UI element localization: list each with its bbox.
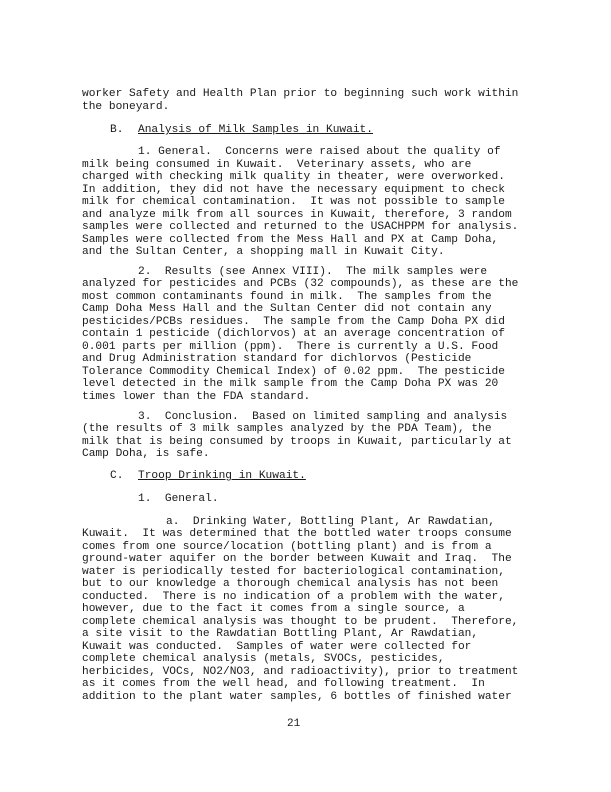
b1-line-9: and the Sultan Center, a shopping mall in Kuwait City.: [82, 246, 445, 258]
c1-heading: 1. General.: [138, 493, 219, 505]
section-b-heading: Analysis of Milk Samples in Kuwait.: [138, 124, 373, 136]
b2-line-9: Tolerance Commodity Chemical Index) of 0.02 ppm. The pesticide: [82, 366, 505, 378]
c1a-line-4: ground-water aquifer on the border between Kuwait and Iraq. The: [82, 553, 512, 565]
c1a-line-10: a site visit to the Rawdatian Bottling Plant, Ar Rawdatian,: [82, 628, 479, 640]
c1a-line-5: water is periodically tested for bacteriological contamination,: [82, 566, 505, 578]
b2-line-2: analyzed for pesticides and PCBs (32 compounds), as these are the: [82, 278, 519, 290]
b2-line-1: 2. Results (see Annex VIII). The milk samples were: [138, 266, 488, 278]
b1-line-2: milk being consumed in Kuwait. Veterinary assets, who are: [82, 159, 472, 171]
c1a-line-8: however, due to the fact it comes from a single source, a: [82, 603, 465, 615]
c1a-line-12: complete chemical analysis (metals, SVOCs, pesticides,: [82, 653, 445, 665]
c1a-line-6: but to our knowledge a thorough chemical analysis has not been: [82, 578, 499, 590]
b1-line-1: 1. General. Concerns were raised about the quality of: [138, 146, 501, 158]
b1-line-4: In addition, they did not have the necessary equipment to check: [82, 184, 505, 196]
b2-line-10: level detected in the milk sample from the Camp Doha PX was 20: [82, 378, 499, 390]
b2-line-6: contain 1 pesticide (dichlorvos) at an average concentration of: [82, 328, 505, 340]
intro-line-2: the boneyard.: [82, 101, 170, 113]
b2-line-5: pesticides/PCBs residues. The sample from the Camp Doha PX did: [82, 316, 505, 328]
c1a-line-3: comes from one source/location (bottling plant) and is from a: [82, 541, 492, 553]
b1-line-3: charged with checking milk quality in theater, were overworked.: [82, 171, 505, 183]
b3-line-4: Camp Doha, is safe.: [82, 448, 210, 460]
c1a-line-14: as it comes from the well head, and following treatment. In: [82, 678, 485, 690]
b3-line-3: milk that is being consumed by troops in Kuwait, particularly at: [82, 436, 512, 448]
c1a-line-9: complete chemical analysis was thought to be prudent. Therefore,: [82, 616, 519, 628]
c1a-line-13: herbicides, VOCs, NO2/NO3, and radioactivity), prior to treatment: [82, 666, 519, 678]
b3-line-1: 3. Conclusion. Based on limited sampling and analysis: [138, 411, 508, 423]
b2-line-11: times lower than the FDA standard.: [82, 391, 311, 403]
b2-line-4: Camp Doha Mess Hall and the Sultan Center did not contain any: [82, 303, 492, 315]
b2-line-8: and Drug Administration standard for dichlorvos (Pesticide: [82, 353, 472, 365]
c1a-line-11: Kuwait was conducted. Samples of water were collected for: [82, 641, 472, 653]
b1-line-8: Samples were collected from the Mess Hall and PX at Camp Doha,: [82, 234, 499, 246]
intro-line-1: worker Safety and Health Plan prior to beginning such work within: [82, 88, 519, 100]
c1a-line-15: addition to the plant water samples, 6 bottles of finished water: [82, 691, 512, 703]
b1-line-6: and analyze milk from all sources in Kuwait, therefore, 3 random: [82, 209, 512, 221]
page-number: 21: [287, 718, 301, 730]
b2-line-3: most common contaminants found in milk. The samples from the: [82, 291, 492, 303]
c1a-line-7: conducted. There is no indication of a problem with the water,: [82, 591, 505, 603]
b2-line-7: 0.001 parts per million (ppm). There is currently a U.S. Food: [82, 341, 499, 353]
b1-line-5: milk for chemical contamination. It was not possible to sample: [82, 196, 505, 208]
section-b-letter: B.: [110, 124, 124, 136]
c1a-line-1: a. Drinking Water, Bottling Plant, Ar Rawdatian,: [166, 516, 495, 528]
b1-line-7: samples were collected and returned to the USACHPPM for analysis.: [82, 221, 519, 233]
b3-line-2: (the results of 3 milk samples analyzed by the PDA Team), the: [82, 423, 492, 435]
section-c-letter: C.: [110, 470, 124, 482]
c1a-line-2: Kuwait. It was determined that the bottled water troops consume: [82, 528, 512, 540]
section-c-heading: Troop Drinking in Kuwait.: [138, 470, 306, 482]
